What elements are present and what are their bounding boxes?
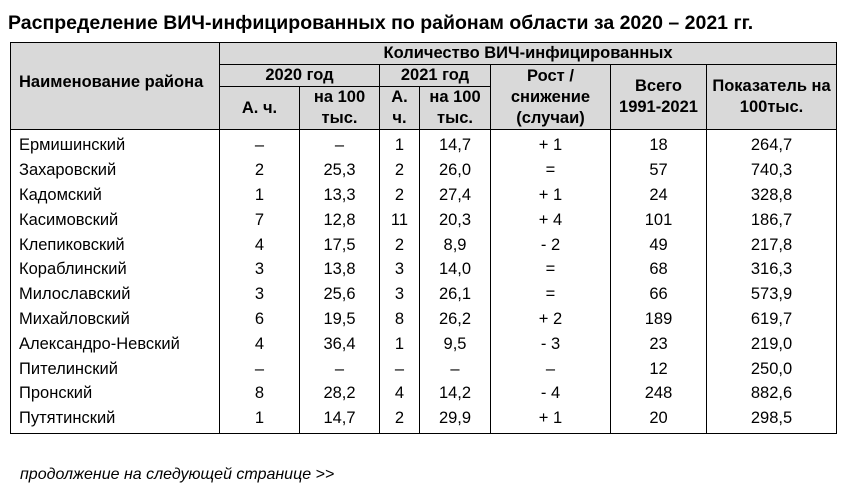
cell-change: = [491, 158, 611, 183]
cell-per100k-2020: 13,8 [300, 257, 380, 282]
cell-total: 24 [611, 183, 707, 208]
cell-change: + 1 [491, 130, 611, 158]
cell-per100k-2020: 25,3 [300, 158, 380, 183]
cell-indicator: 298,5 [707, 406, 837, 433]
cell-per100k-2021: 8,9 [420, 232, 491, 257]
cell-per100k-2021: 14,0 [420, 257, 491, 282]
continuation-note: продолжение на следующей странице >> [20, 466, 335, 483]
cell-per100k-2020: 14,7 [300, 406, 380, 433]
table-row [11, 381, 837, 406]
cell-abs-2020: 1 [220, 183, 300, 208]
cell-abs-2020: 3 [220, 257, 300, 282]
cell-abs-2021: 3 [380, 282, 420, 307]
cell-indicator: 882,6 [707, 381, 837, 406]
table-row [11, 356, 837, 381]
cell-indicator: 217,8 [707, 232, 837, 257]
cell-per100k-2021: 14,7 [420, 130, 491, 158]
table-row [11, 282, 837, 307]
cell-change: – [491, 356, 611, 381]
cell-district: Клепиковский [11, 232, 220, 257]
cell-abs-2020: 8 [220, 381, 300, 406]
cell-indicator: 250,0 [707, 356, 837, 381]
header-growth: Рост / снижение (случаи) [491, 65, 611, 130]
cell-abs-2021: 2 [380, 158, 420, 183]
cell-abs-2020: 6 [220, 307, 300, 332]
table-row [11, 406, 837, 433]
cell-abs-2021: 11 [380, 207, 420, 232]
header-total: Всего 1991-2021 [611, 65, 707, 130]
cell-per100k-2020: 36,4 [300, 331, 380, 356]
cell-per100k-2020: 13,3 [300, 183, 380, 208]
cell-abs-2020: 7 [220, 207, 300, 232]
cell-total: 23 [611, 331, 707, 356]
cell-abs-2021: 2 [380, 232, 420, 257]
cell-abs-2020: 1 [220, 406, 300, 433]
header-abs-2020: А. ч. [220, 87, 300, 130]
cell-abs-2020: 3 [220, 282, 300, 307]
header-count-group: Количество ВИЧ-инфицированных [220, 43, 837, 65]
cell-per100k-2021: 29,9 [420, 406, 491, 433]
cell-change: + 1 [491, 406, 611, 433]
cell-abs-2021: 2 [380, 183, 420, 208]
table-header [11, 43, 837, 130]
cell-abs-2021: 3 [380, 257, 420, 282]
cell-abs-2020: 4 [220, 331, 300, 356]
cell-per100k-2021: 27,4 [420, 183, 491, 208]
cell-per100k-2020: 28,2 [300, 381, 380, 406]
cell-abs-2020: 2 [220, 158, 300, 183]
cell-per100k-2021: – [420, 356, 491, 381]
table-row [11, 207, 837, 232]
cell-change: = [491, 257, 611, 282]
cell-total: 20 [611, 406, 707, 433]
cell-per100k-2020: – [300, 356, 380, 381]
cell-indicator: 328,8 [707, 183, 837, 208]
cell-per100k-2020: 17,5 [300, 232, 380, 257]
cell-per100k-2021: 20,3 [420, 207, 491, 232]
cell-abs-2021: 1 [380, 130, 420, 158]
hiv-district-table [10, 42, 837, 434]
cell-abs-2021: 8 [380, 307, 420, 332]
cell-per100k-2021: 26,2 [420, 307, 491, 332]
header-per100k-2021: на 100 тыс. [420, 87, 491, 130]
cell-change: + 4 [491, 207, 611, 232]
cell-district: Пронский [11, 381, 220, 406]
cell-change: - 3 [491, 331, 611, 356]
table-row [11, 331, 837, 356]
cell-per100k-2020: 25,6 [300, 282, 380, 307]
table-row [11, 232, 837, 257]
cell-total: 12 [611, 356, 707, 381]
cell-total: 68 [611, 257, 707, 282]
cell-per100k-2020: – [300, 130, 380, 158]
cell-indicator: 316,3 [707, 257, 837, 282]
document-title: Распределение ВИЧ-инфицированных по районам области за 2020 – 2021 гг. [8, 12, 754, 34]
cell-district: Михайловский [11, 307, 220, 332]
cell-per100k-2020: 12,8 [300, 207, 380, 232]
header-abs-2021: А. ч. [380, 87, 420, 130]
cell-change: = [491, 282, 611, 307]
cell-abs-2021: 4 [380, 381, 420, 406]
cell-per100k-2021: 9,5 [420, 331, 491, 356]
table-row [11, 307, 837, 332]
table-body [11, 130, 837, 434]
table-row [11, 257, 837, 282]
cell-abs-2021: – [380, 356, 420, 381]
cell-district: Александро-Невский [11, 331, 220, 356]
cell-total: 248 [611, 381, 707, 406]
cell-change: - 4 [491, 381, 611, 406]
header-year-2021: 2021 год [380, 65, 491, 87]
cell-abs-2021: 1 [380, 331, 420, 356]
header-district-name: Наименование района [11, 43, 220, 130]
cell-total: 49 [611, 232, 707, 257]
table-row [11, 183, 837, 208]
header-year-2020: 2020 год [220, 65, 380, 87]
cell-total: 18 [611, 130, 707, 158]
cell-change: - 2 [491, 232, 611, 257]
cell-district: Милославский [11, 282, 220, 307]
cell-change: + 2 [491, 307, 611, 332]
cell-district: Пителинский [11, 356, 220, 381]
cell-indicator: 573,9 [707, 282, 837, 307]
table-row [11, 130, 837, 158]
cell-per100k-2021: 14,2 [420, 381, 491, 406]
cell-indicator: 740,3 [707, 158, 837, 183]
cell-district: Ермишинский [11, 130, 220, 158]
cell-per100k-2020: 19,5 [300, 307, 380, 332]
cell-abs-2020: – [220, 356, 300, 381]
cell-district: Касимовский [11, 207, 220, 232]
cell-district: Путятинский [11, 406, 220, 433]
cell-district: Кораблинский [11, 257, 220, 282]
cell-indicator: 186,7 [707, 207, 837, 232]
cell-change: + 1 [491, 183, 611, 208]
cell-total: 101 [611, 207, 707, 232]
header-indicator: Показатель на 100тыс. [707, 65, 837, 130]
cell-per100k-2021: 26,0 [420, 158, 491, 183]
cell-total: 66 [611, 282, 707, 307]
cell-indicator: 264,7 [707, 130, 837, 158]
cell-abs-2020: – [220, 130, 300, 158]
cell-indicator: 219,0 [707, 331, 837, 356]
cell-district: Захаровский [11, 158, 220, 183]
cell-total: 57 [611, 158, 707, 183]
cell-indicator: 619,7 [707, 307, 837, 332]
table-row [11, 158, 837, 183]
cell-total: 189 [611, 307, 707, 332]
header-per100k-2020: на 100 тыс. [300, 87, 380, 130]
cell-district: Кадомский [11, 183, 220, 208]
cell-abs-2021: 2 [380, 406, 420, 433]
cell-abs-2020: 4 [220, 232, 300, 257]
cell-per100k-2021: 26,1 [420, 282, 491, 307]
